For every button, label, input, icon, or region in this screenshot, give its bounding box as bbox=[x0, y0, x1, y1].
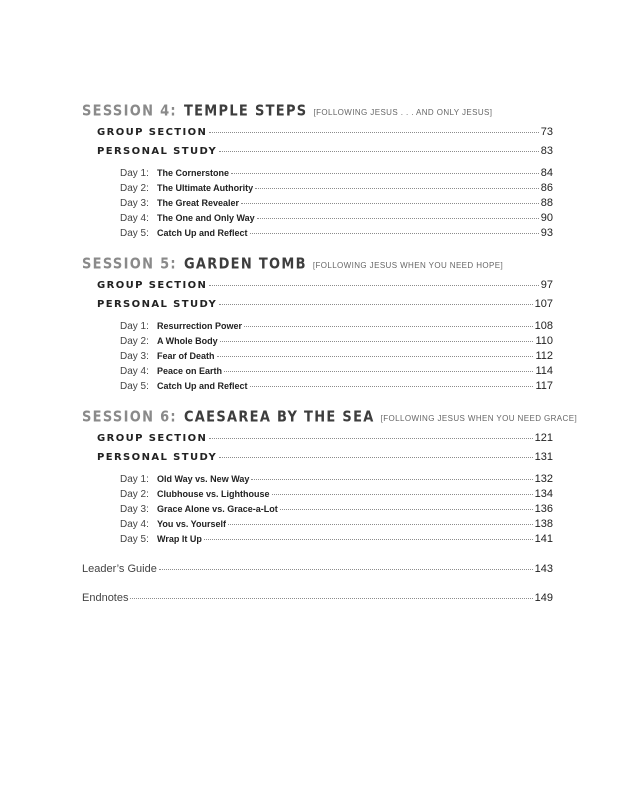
dot-leader bbox=[280, 509, 533, 510]
session-subtitle: [FOLLOWING JESUS WHEN YOU NEED GRACE] bbox=[380, 414, 578, 423]
day-entry bbox=[82, 503, 553, 518]
day-entry bbox=[82, 320, 553, 335]
dot-leader bbox=[204, 539, 533, 540]
day-number: Day 2: bbox=[120, 336, 149, 347]
day-title: The Cornerstone bbox=[157, 168, 230, 178]
day-entry bbox=[82, 227, 553, 242]
group-section-entry bbox=[82, 279, 553, 298]
day-title: The Ultimate Authority bbox=[157, 183, 254, 193]
dot-leader bbox=[159, 569, 533, 570]
page-number: 112 bbox=[535, 350, 553, 362]
session-5 bbox=[82, 257, 553, 395]
session-heading bbox=[82, 257, 553, 279]
dot-leader bbox=[209, 132, 538, 133]
day-entry bbox=[82, 212, 553, 227]
group-section-entry bbox=[82, 432, 553, 451]
day-title: The Great Revealer bbox=[157, 198, 240, 208]
group-section-entry bbox=[82, 126, 553, 145]
day-number: Day 5: bbox=[120, 228, 149, 239]
dot-leader bbox=[209, 438, 532, 439]
session-subtitle: [FOLLOWING JESUS . . . AND ONLY JESUS] bbox=[313, 108, 493, 117]
dot-leader bbox=[220, 341, 534, 342]
session-number: SESSION 6: bbox=[82, 408, 177, 427]
day-number: Day 3: bbox=[120, 504, 149, 515]
session-4 bbox=[82, 104, 553, 242]
day-number: Day 4: bbox=[120, 519, 149, 530]
page-number: 88 bbox=[540, 197, 553, 209]
dot-leader bbox=[209, 285, 538, 286]
session-heading bbox=[82, 104, 553, 126]
day-title: Catch Up and Reflect bbox=[157, 381, 248, 391]
entry-label: Endnotes bbox=[82, 592, 129, 604]
dot-leader bbox=[257, 218, 539, 219]
dot-leader bbox=[244, 326, 533, 327]
day-title: The One and Only Way bbox=[157, 213, 255, 223]
day-entry bbox=[82, 380, 553, 395]
day-title: Wrap It Up bbox=[157, 534, 202, 544]
dot-leader bbox=[255, 188, 539, 189]
day-title: Grace Alone vs. Grace-a-Lot bbox=[157, 504, 278, 514]
personal-study-entry bbox=[82, 451, 553, 470]
day-number: Day 2: bbox=[120, 183, 149, 194]
page-number: 107 bbox=[534, 298, 553, 310]
page-number: 136 bbox=[534, 503, 553, 515]
back-matter bbox=[82, 563, 553, 621]
table-of-contents bbox=[82, 102, 578, 621]
dot-leader bbox=[231, 173, 539, 174]
endnotes-entry bbox=[82, 592, 553, 621]
leaders-guide-entry bbox=[82, 563, 553, 592]
day-number: Day 2: bbox=[120, 489, 149, 500]
page-number: 110 bbox=[535, 335, 553, 347]
day-entry bbox=[82, 365, 553, 380]
day-list bbox=[82, 473, 553, 548]
day-number: Day 1: bbox=[120, 168, 149, 179]
personal-study-entry bbox=[82, 145, 553, 164]
session-heading bbox=[82, 408, 578, 432]
session-name: CAESAREA BY THE SEA bbox=[183, 408, 375, 427]
day-number: Day 4: bbox=[120, 213, 149, 224]
session-subtitle: [FOLLOWING JESUS WHEN YOU NEED HOPE] bbox=[312, 261, 504, 270]
day-number: Day 1: bbox=[120, 474, 149, 485]
day-entry bbox=[82, 518, 553, 533]
dot-leader bbox=[130, 598, 532, 599]
entry-label: Leader’s Guide bbox=[82, 563, 157, 575]
dot-leader bbox=[219, 151, 539, 152]
session-number: SESSION 5: bbox=[82, 255, 177, 274]
entry-label: GROUP SECTION bbox=[97, 127, 208, 138]
page-number: 132 bbox=[534, 473, 553, 485]
personal-study-entry bbox=[82, 298, 553, 317]
page-number: 73 bbox=[540, 126, 553, 138]
day-list bbox=[82, 167, 553, 242]
session-6 bbox=[82, 408, 578, 548]
entry-label: GROUP SECTION bbox=[97, 433, 208, 444]
day-list bbox=[82, 320, 553, 395]
day-entry bbox=[82, 167, 553, 182]
page-number: 134 bbox=[534, 488, 553, 500]
day-number: Day 5: bbox=[120, 381, 149, 392]
page-number: 117 bbox=[535, 380, 553, 392]
entry-label: PERSONAL STUDY bbox=[97, 452, 218, 463]
entry-label: GROUP SECTION bbox=[97, 280, 208, 291]
dot-leader bbox=[250, 233, 539, 234]
page-number: 108 bbox=[534, 320, 553, 332]
session-number: SESSION 4: bbox=[82, 102, 177, 121]
entry-label: PERSONAL STUDY bbox=[97, 299, 218, 310]
day-title: A Whole Body bbox=[157, 336, 218, 346]
page-number: 83 bbox=[540, 145, 553, 157]
day-entry bbox=[82, 488, 553, 503]
dot-leader bbox=[241, 203, 539, 204]
day-title: Catch Up and Reflect bbox=[157, 228, 248, 238]
entry-label: PERSONAL STUDY bbox=[97, 146, 218, 157]
day-title: Old Way vs. New Way bbox=[157, 474, 250, 484]
page-number: 141 bbox=[534, 533, 553, 545]
page-number: 131 bbox=[534, 451, 553, 463]
day-title: You vs. Yourself bbox=[157, 519, 227, 529]
day-entry bbox=[82, 197, 553, 212]
session-name: TEMPLE STEPS bbox=[183, 102, 308, 121]
day-number: Day 3: bbox=[120, 351, 149, 362]
page-number: 149 bbox=[534, 592, 553, 604]
day-entry bbox=[82, 335, 553, 350]
day-number: Day 1: bbox=[120, 321, 149, 332]
dot-leader bbox=[219, 457, 533, 458]
day-title: Fear of Death bbox=[157, 351, 215, 361]
page-number: 138 bbox=[534, 518, 553, 530]
dot-leader bbox=[250, 386, 534, 387]
day-title: Clubhouse vs. Lighthouse bbox=[157, 489, 270, 499]
day-entry bbox=[82, 533, 553, 548]
day-number: Day 3: bbox=[120, 198, 149, 209]
page-number: 86 bbox=[540, 182, 553, 194]
page-number: 97 bbox=[540, 279, 553, 291]
page-number: 84 bbox=[540, 167, 553, 179]
dot-leader bbox=[224, 371, 533, 372]
day-entry bbox=[82, 182, 553, 197]
day-title: Resurrection Power bbox=[157, 321, 243, 331]
page-number: 90 bbox=[540, 212, 553, 224]
day-number: Day 4: bbox=[120, 366, 149, 377]
page-number: 114 bbox=[535, 365, 553, 377]
day-number: Day 5: bbox=[120, 534, 149, 545]
dot-leader bbox=[272, 494, 533, 495]
dot-leader bbox=[219, 304, 533, 305]
dot-leader bbox=[228, 524, 533, 525]
day-entry bbox=[82, 473, 553, 488]
session-name: GARDEN TOMB bbox=[183, 255, 307, 274]
page-number: 93 bbox=[540, 227, 553, 239]
day-title: Peace on Earth bbox=[157, 366, 223, 376]
page-number: 143 bbox=[534, 563, 553, 575]
dot-leader bbox=[251, 479, 532, 480]
day-entry bbox=[82, 350, 553, 365]
dot-leader bbox=[217, 356, 534, 357]
page-number: 121 bbox=[534, 432, 553, 444]
